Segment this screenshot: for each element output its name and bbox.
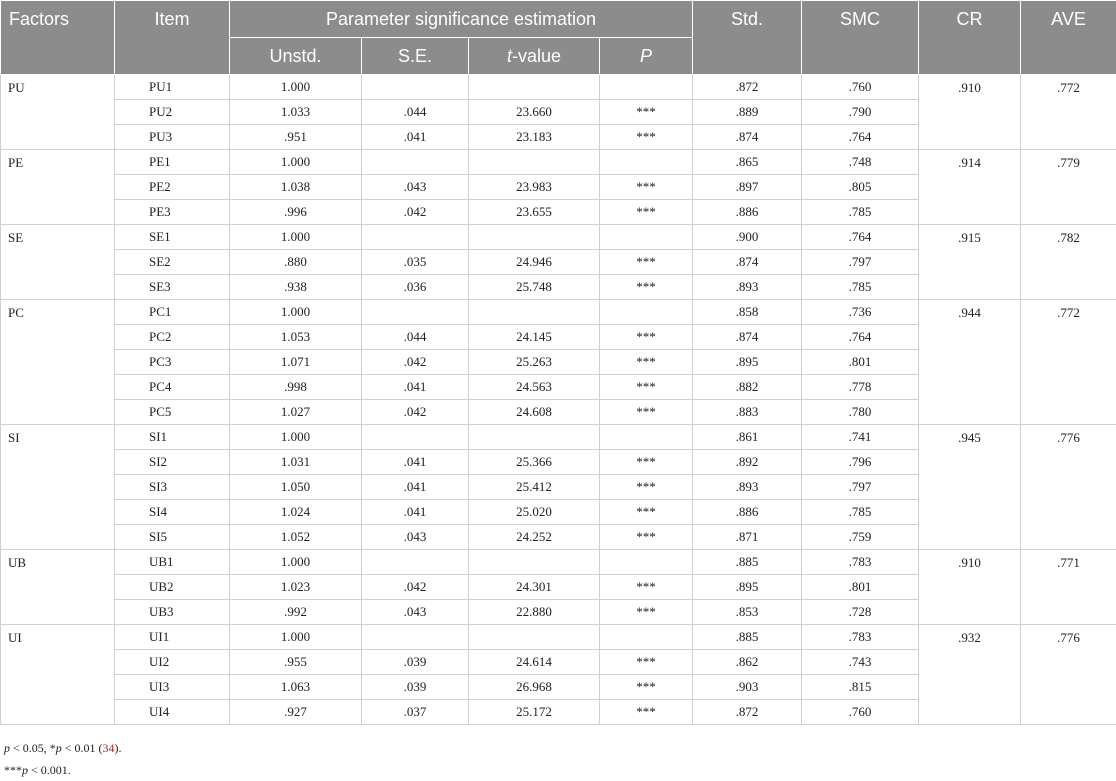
cell-smc: .790 <box>802 100 919 125</box>
cell-item: UB1 <box>115 550 230 575</box>
cell-t-value: 25.172 <box>469 700 600 725</box>
cell-unstd: 1.000 <box>230 225 362 250</box>
cell-unstd: .996 <box>230 200 362 225</box>
table-footnotes <box>0 737 1116 781</box>
cell-p <box>600 75 693 100</box>
cell-item: SI2 <box>115 450 230 475</box>
cell-item: SE1 <box>115 225 230 250</box>
cell-item: PC2 <box>115 325 230 350</box>
cell-item: UI1 <box>115 625 230 650</box>
table-row <box>1 425 1116 450</box>
cell-ave: .772 <box>1021 300 1116 425</box>
cell-se: .042 <box>362 575 469 600</box>
cell-item: SE2 <box>115 250 230 275</box>
cell-smc: .764 <box>802 225 919 250</box>
cell-smc: .728 <box>802 600 919 625</box>
cell-p: *** <box>600 400 693 425</box>
cell-p: *** <box>600 175 693 200</box>
cell-smc: .764 <box>802 325 919 350</box>
cell-se: .039 <box>362 675 469 700</box>
cell-item: PC4 <box>115 375 230 400</box>
cell-p: *** <box>600 650 693 675</box>
cell-t-value: 25.263 <box>469 350 600 375</box>
cell-p: *** <box>600 375 693 400</box>
cell-p: *** <box>600 125 693 150</box>
cell-smc: .760 <box>802 700 919 725</box>
header-t-rest: -value <box>512 46 561 66</box>
cell-item: SI1 <box>115 425 230 450</box>
cell-unstd: 1.038 <box>230 175 362 200</box>
cell-factor: PE <box>1 150 115 225</box>
cell-t-value: 26.968 <box>469 675 600 700</box>
cell-cr: .944 <box>919 300 1021 425</box>
cell-t-value <box>469 550 600 575</box>
cell-ave: .772 <box>1021 75 1116 150</box>
cell-p: *** <box>600 200 693 225</box>
cell-item: PU1 <box>115 75 230 100</box>
cell-p: *** <box>600 250 693 275</box>
cell-t-value: 24.252 <box>469 525 600 550</box>
cell-item: SI4 <box>115 500 230 525</box>
cell-smc: .743 <box>802 650 919 675</box>
cell-item: PC3 <box>115 350 230 375</box>
footnote-1-p1: p <box>4 741 10 755</box>
cell-cr: .932 <box>919 625 1021 725</box>
cell-p: *** <box>600 100 693 125</box>
cell-p <box>600 300 693 325</box>
footnote-1-text3: ). <box>115 741 122 755</box>
cell-ave: .771 <box>1021 550 1116 625</box>
cell-smc: .797 <box>802 250 919 275</box>
cell-item: SI5 <box>115 525 230 550</box>
cell-t-value <box>469 425 600 450</box>
cell-std: .865 <box>693 150 802 175</box>
header-p-label: P <box>640 46 652 66</box>
cell-unstd: 1.050 <box>230 475 362 500</box>
cell-item: PU2 <box>115 100 230 125</box>
cell-unstd: 1.024 <box>230 500 362 525</box>
cell-se: .035 <box>362 250 469 275</box>
cell-t-value: 24.301 <box>469 575 600 600</box>
cell-std: .861 <box>693 425 802 450</box>
cell-factor: UI <box>1 625 115 725</box>
cell-unstd: 1.033 <box>230 100 362 125</box>
cell-std: .895 <box>693 350 802 375</box>
cell-p: *** <box>600 575 693 600</box>
cell-smc: .760 <box>802 75 919 100</box>
header-std: Std. <box>693 1 802 75</box>
cell-unstd: 1.000 <box>230 150 362 175</box>
cell-p <box>600 425 693 450</box>
cell-item: PC1 <box>115 300 230 325</box>
cell-se: .044 <box>362 325 469 350</box>
cell-item: UI4 <box>115 700 230 725</box>
cell-t-value: 25.020 <box>469 500 600 525</box>
cell-p: *** <box>600 500 693 525</box>
cell-smc: .797 <box>802 475 919 500</box>
cell-factor: UB <box>1 550 115 625</box>
cell-t-value <box>469 625 600 650</box>
cell-se: .042 <box>362 200 469 225</box>
cell-smc: .796 <box>802 450 919 475</box>
cell-unstd: 1.071 <box>230 350 362 375</box>
cell-std: .882 <box>693 375 802 400</box>
cell-se: .041 <box>362 450 469 475</box>
header-item: Item <box>115 1 230 75</box>
cell-std: .895 <box>693 575 802 600</box>
cell-unstd: 1.053 <box>230 325 362 350</box>
cell-item: UB3 <box>115 600 230 625</box>
cell-std: .897 <box>693 175 802 200</box>
cell-smc: .741 <box>802 425 919 450</box>
cell-t-value: 23.983 <box>469 175 600 200</box>
cell-unstd: .992 <box>230 600 362 625</box>
cell-std: .872 <box>693 700 802 725</box>
cell-unstd: 1.000 <box>230 75 362 100</box>
cell-p: *** <box>600 275 693 300</box>
cell-p: *** <box>600 600 693 625</box>
cell-cr: .910 <box>919 75 1021 150</box>
cell-std: .872 <box>693 75 802 100</box>
cell-unstd: .998 <box>230 375 362 400</box>
cell-se: .036 <box>362 275 469 300</box>
cell-unstd: 1.000 <box>230 425 362 450</box>
cell-se: .041 <box>362 500 469 525</box>
cell-unstd: 1.000 <box>230 625 362 650</box>
cell-ave: .776 <box>1021 625 1116 725</box>
footnote-2-p: p <box>22 763 28 777</box>
header-ave: AVE <box>1021 1 1116 75</box>
cell-se <box>362 550 469 575</box>
cell-unstd: 1.052 <box>230 525 362 550</box>
cell-se <box>362 625 469 650</box>
cell-std: .885 <box>693 625 802 650</box>
cell-std: .886 <box>693 200 802 225</box>
cell-t-value: 24.946 <box>469 250 600 275</box>
cell-smc: .778 <box>802 375 919 400</box>
cell-unstd: .955 <box>230 650 362 675</box>
cell-se: .043 <box>362 525 469 550</box>
footnote-1 <box>4 737 1116 759</box>
header-parameter-group: Parameter significance estimation <box>230 1 693 38</box>
cell-smc: .785 <box>802 500 919 525</box>
cell-unstd: 1.031 <box>230 450 362 475</box>
cell-t-value: 24.614 <box>469 650 600 675</box>
cell-t-value <box>469 225 600 250</box>
cell-std: .874 <box>693 125 802 150</box>
footnote-2-stars: *** <box>4 763 22 777</box>
cell-se: .041 <box>362 475 469 500</box>
table-body <box>1 75 1116 725</box>
cell-smc: .748 <box>802 150 919 175</box>
table-row <box>1 550 1116 575</box>
header-t-italic: t <box>507 46 512 66</box>
cell-smc: .736 <box>802 300 919 325</box>
cell-t-value: 23.660 <box>469 100 600 125</box>
footnote-1-text1: < 0.05, * <box>10 741 56 755</box>
cell-factor: SI <box>1 425 115 550</box>
cell-smc: .764 <box>802 125 919 150</box>
cell-std: .862 <box>693 650 802 675</box>
footnote-1-text2: < 0.01 ( <box>62 741 103 755</box>
cell-smc: .783 <box>802 625 919 650</box>
cell-se: .042 <box>362 350 469 375</box>
table-row <box>1 150 1116 175</box>
header-p <box>600 38 693 75</box>
cell-item: SE3 <box>115 275 230 300</box>
header-cr: CR <box>919 1 1021 75</box>
cell-smc: .783 <box>802 550 919 575</box>
cell-t-value <box>469 300 600 325</box>
cell-std: .858 <box>693 300 802 325</box>
cell-item: UI3 <box>115 675 230 700</box>
cell-factor: SE <box>1 225 115 300</box>
cell-cr: .915 <box>919 225 1021 300</box>
cell-factor: PC <box>1 300 115 425</box>
header-smc: SMC <box>802 1 919 75</box>
table-row <box>1 75 1116 100</box>
cell-cr: .945 <box>919 425 1021 550</box>
cell-se: .044 <box>362 100 469 125</box>
cell-t-value: 23.655 <box>469 200 600 225</box>
cell-se: .041 <box>362 375 469 400</box>
cell-std: .889 <box>693 100 802 125</box>
cell-smc: .815 <box>802 675 919 700</box>
cell-p <box>600 225 693 250</box>
cell-t-value: 23.183 <box>469 125 600 150</box>
cell-std: .893 <box>693 475 802 500</box>
cell-factor: PU <box>1 75 115 150</box>
cell-std: .885 <box>693 550 802 575</box>
header-unstd: Unstd. <box>230 38 362 75</box>
cell-item: PU3 <box>115 125 230 150</box>
cell-se <box>362 225 469 250</box>
cell-unstd: 1.000 <box>230 300 362 325</box>
cell-cr: .914 <box>919 150 1021 225</box>
cell-unstd: 1.023 <box>230 575 362 600</box>
cell-item: UI2 <box>115 650 230 675</box>
cell-t-value: 24.145 <box>469 325 600 350</box>
cell-p: *** <box>600 350 693 375</box>
cell-p <box>600 550 693 575</box>
cell-se: .039 <box>362 650 469 675</box>
cell-std: .893 <box>693 275 802 300</box>
cell-std: .900 <box>693 225 802 250</box>
cell-std: .886 <box>693 500 802 525</box>
cell-smc: .801 <box>802 575 919 600</box>
cell-se: .041 <box>362 125 469 150</box>
cell-item: PE1 <box>115 150 230 175</box>
header-t-value <box>469 38 600 75</box>
cell-std: .874 <box>693 325 802 350</box>
cell-item: PE2 <box>115 175 230 200</box>
cell-se <box>362 300 469 325</box>
cell-p: *** <box>600 475 693 500</box>
cell-std: .883 <box>693 400 802 425</box>
cell-p: *** <box>600 525 693 550</box>
cell-smc: .785 <box>802 200 919 225</box>
cell-item: PC5 <box>115 400 230 425</box>
table-header <box>1 1 1116 75</box>
cell-unstd: .880 <box>230 250 362 275</box>
table-row <box>1 225 1116 250</box>
cell-t-value: 24.563 <box>469 375 600 400</box>
reference-link[interactable]: 34 <box>103 741 115 755</box>
cell-se <box>362 150 469 175</box>
table-row <box>1 625 1116 650</box>
header-se: S.E. <box>362 38 469 75</box>
cell-unstd: 1.027 <box>230 400 362 425</box>
cell-t-value <box>469 75 600 100</box>
cell-unstd: .938 <box>230 275 362 300</box>
cell-unstd: 1.000 <box>230 550 362 575</box>
cell-se: .043 <box>362 600 469 625</box>
cell-ave: .782 <box>1021 225 1116 300</box>
cell-item: UB2 <box>115 575 230 600</box>
cell-smc: .801 <box>802 350 919 375</box>
footnote-2-text: < 0.001. <box>28 763 71 777</box>
cell-item: PE3 <box>115 200 230 225</box>
cell-se <box>362 75 469 100</box>
cell-p: *** <box>600 675 693 700</box>
cell-se: .042 <box>362 400 469 425</box>
cell-se <box>362 425 469 450</box>
cell-unstd: .951 <box>230 125 362 150</box>
cell-t-value <box>469 150 600 175</box>
cell-t-value: 25.412 <box>469 475 600 500</box>
cell-se: .037 <box>362 700 469 725</box>
cell-t-value: 24.608 <box>469 400 600 425</box>
header-factors: Factors <box>1 1 115 75</box>
cell-se: .043 <box>362 175 469 200</box>
cell-ave: .779 <box>1021 150 1116 225</box>
cell-ave: .776 <box>1021 425 1116 550</box>
cell-p: *** <box>600 700 693 725</box>
cell-smc: .805 <box>802 175 919 200</box>
cell-t-value: 25.748 <box>469 275 600 300</box>
cell-p: *** <box>600 450 693 475</box>
cell-smc: .785 <box>802 275 919 300</box>
footnote-1-p2: p <box>56 741 62 755</box>
cell-std: .903 <box>693 675 802 700</box>
cell-smc: .780 <box>802 400 919 425</box>
footnote-2 <box>4 759 1116 781</box>
cell-std: .871 <box>693 525 802 550</box>
table-row <box>1 300 1116 325</box>
cell-p <box>600 625 693 650</box>
cell-std: .874 <box>693 250 802 275</box>
cell-unstd: .927 <box>230 700 362 725</box>
cell-p <box>600 150 693 175</box>
cell-std: .892 <box>693 450 802 475</box>
cell-t-value: 22.880 <box>469 600 600 625</box>
cell-cr: .910 <box>919 550 1021 625</box>
cell-p: *** <box>600 325 693 350</box>
cell-unstd: 1.063 <box>230 675 362 700</box>
cell-item: SI3 <box>115 475 230 500</box>
cell-t-value: 25.366 <box>469 450 600 475</box>
cell-smc: .759 <box>802 525 919 550</box>
cell-std: .853 <box>693 600 802 625</box>
